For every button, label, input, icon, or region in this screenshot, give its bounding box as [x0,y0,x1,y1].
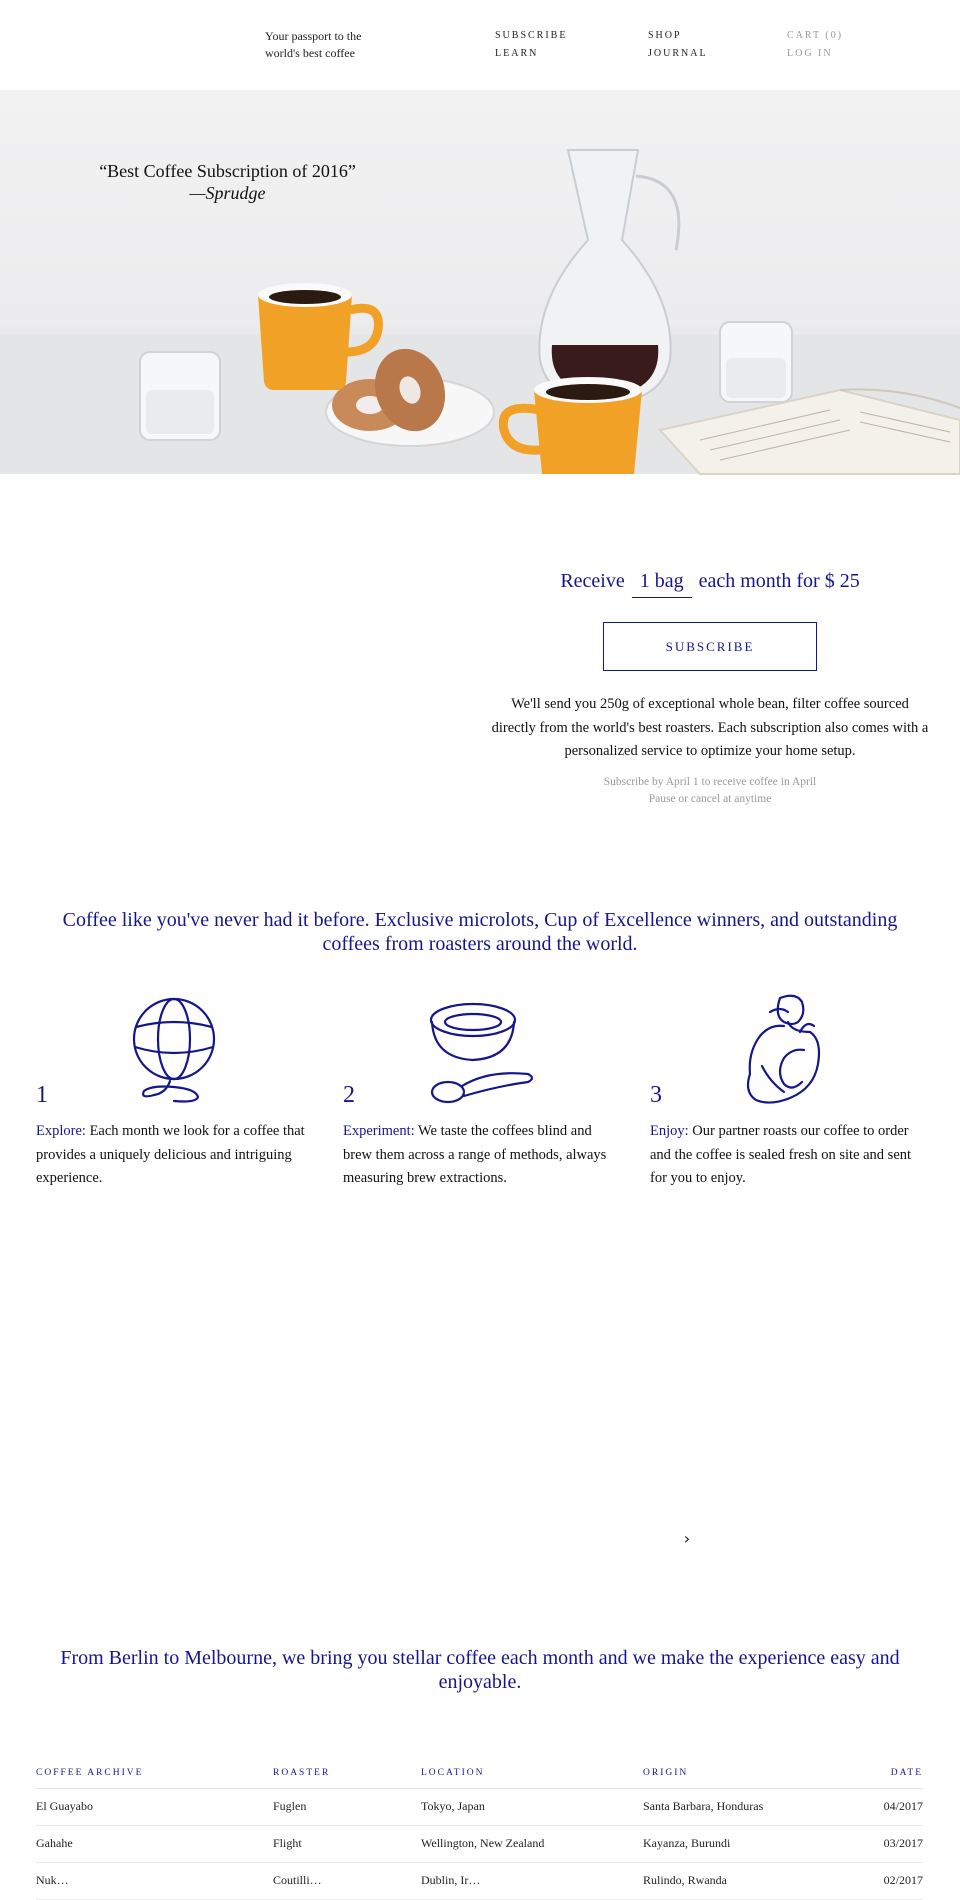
press-quote [90,160,365,204]
offer-headline [490,570,930,598]
roaster-name: Fuglen [273,1788,421,1825]
step-number: 2 [343,1082,355,1108]
coffee-archive-table [36,1758,923,1900]
chemex-carafe [539,150,678,402]
site-tagline: Your passport to the world's best coffee [265,29,362,60]
subscription-offer [490,570,930,808]
hero-banner [0,90,960,474]
step-term: Experiment: [343,1123,415,1139]
column-header-coffee[interactable]: COFFEE ARCHIVE [36,1758,273,1788]
coffee-date: 04/2017 [843,1788,923,1825]
closing-statement: From Berlin to Melbourne, we bring you stellar coffee each month and we make the experience easy and enjoyable. [60,1647,900,1693]
offer-deadline-note: Subscribe by April 1 to receive coffee in April [603,775,817,788]
step-number: 1 [36,1082,48,1108]
step-description [343,1120,623,1191]
subscribe-button[interactable]: SUBSCRIBE [603,622,817,671]
step-description [650,1120,930,1191]
nav-shop[interactable]: SHOP [648,30,682,41]
column-header-location[interactable]: LOCATION [421,1758,643,1788]
offer-suffix: each month for [698,570,820,592]
roaster-name: Coutilli… [273,1862,421,1899]
nav-learn[interactable]: LEARN [495,48,539,59]
step-term: Explore: [36,1123,86,1139]
table-row[interactable] [36,1862,923,1899]
step-body: We taste the coffees blind and brew them across a range of methods, always measuring brew extractions. [343,1123,607,1186]
offer-prefix: Receive [560,570,625,592]
cup-spoon-icon [428,1000,538,1110]
roaster-location: Dublin, Ir… [421,1862,643,1899]
column-header-origin[interactable]: ORIGIN [643,1758,843,1788]
coffee-date: 02/2017 [843,1862,923,1899]
coffee-name: Gahahe [36,1825,273,1862]
site-header [0,0,960,90]
coffee-origin: Santa Barbara, Honduras [643,1788,843,1825]
coffee-name: Nuk… [36,1862,273,1899]
roaster-name: Flight [273,1825,421,1862]
hero-coffee-illustration [0,90,960,474]
press-quote-text: “Best Coffee Subscription of 2016” [99,161,356,181]
coffee-archive [36,1758,923,1900]
column-header-roaster[interactable]: ROASTER [273,1758,421,1788]
nav-subscribe[interactable]: SUBSCRIBE [495,30,568,41]
coffee-date: 03/2017 [843,1825,923,1862]
coffee-origin: Rulindo, Rwanda [643,1862,843,1899]
step-number: 3 [650,1082,662,1108]
nav-journal[interactable]: JOURNAL [648,48,708,59]
offer-note [490,774,930,808]
step-body: Each month we look for a coffee that provides a uniquely delicious and intriguing experience. [36,1123,305,1186]
nav-login[interactable]: LOG IN [787,48,833,59]
column-header-date[interactable]: DATE [843,1758,923,1788]
offer-cancel-note: Pause or cancel at anytime [648,792,772,805]
offer-price: $ 25 [824,570,860,592]
step-body: Our partner roasts our coffee to order and the coffee is sealed fresh on site and sent for you to enjoy. [650,1123,912,1186]
nav-cart[interactable]: CART (0) [787,30,844,41]
globe-icon [126,995,222,1105]
roaster-location: Wellington, New Zealand [421,1825,643,1862]
step-description [36,1120,316,1191]
press-quote-attribution: —Sprudge [189,183,266,203]
intro-statement: Coffee like you've never had it before. Exclusive microlots, Cup of Excellence winners, and outstanding coffees from roasters around the world. [62,909,898,955]
coffee-origin: Kayanza, Burundi [643,1825,843,1862]
coffee-name: El Guayabo [36,1788,273,1825]
water-glass-left [140,352,220,440]
step-term: Enjoy: [650,1123,689,1139]
offer-description: We'll send you 250g of exceptional whole bean, filter coffee sourced directly from the world's best roasters. Each subscription also comes with a personalized service to optimize your home setup. [491,696,929,759]
table-row[interactable] [36,1825,923,1862]
quantity-select[interactable]: 1 bag [632,570,692,598]
table-row[interactable] [36,1788,923,1825]
carousel-next-arrow-icon[interactable]: › [683,1529,691,1548]
person-drinking-icon [740,992,830,1108]
water-glass-right [720,322,792,402]
roaster-location: Tokyo, Japan [421,1788,643,1825]
table-header-row [36,1758,923,1788]
